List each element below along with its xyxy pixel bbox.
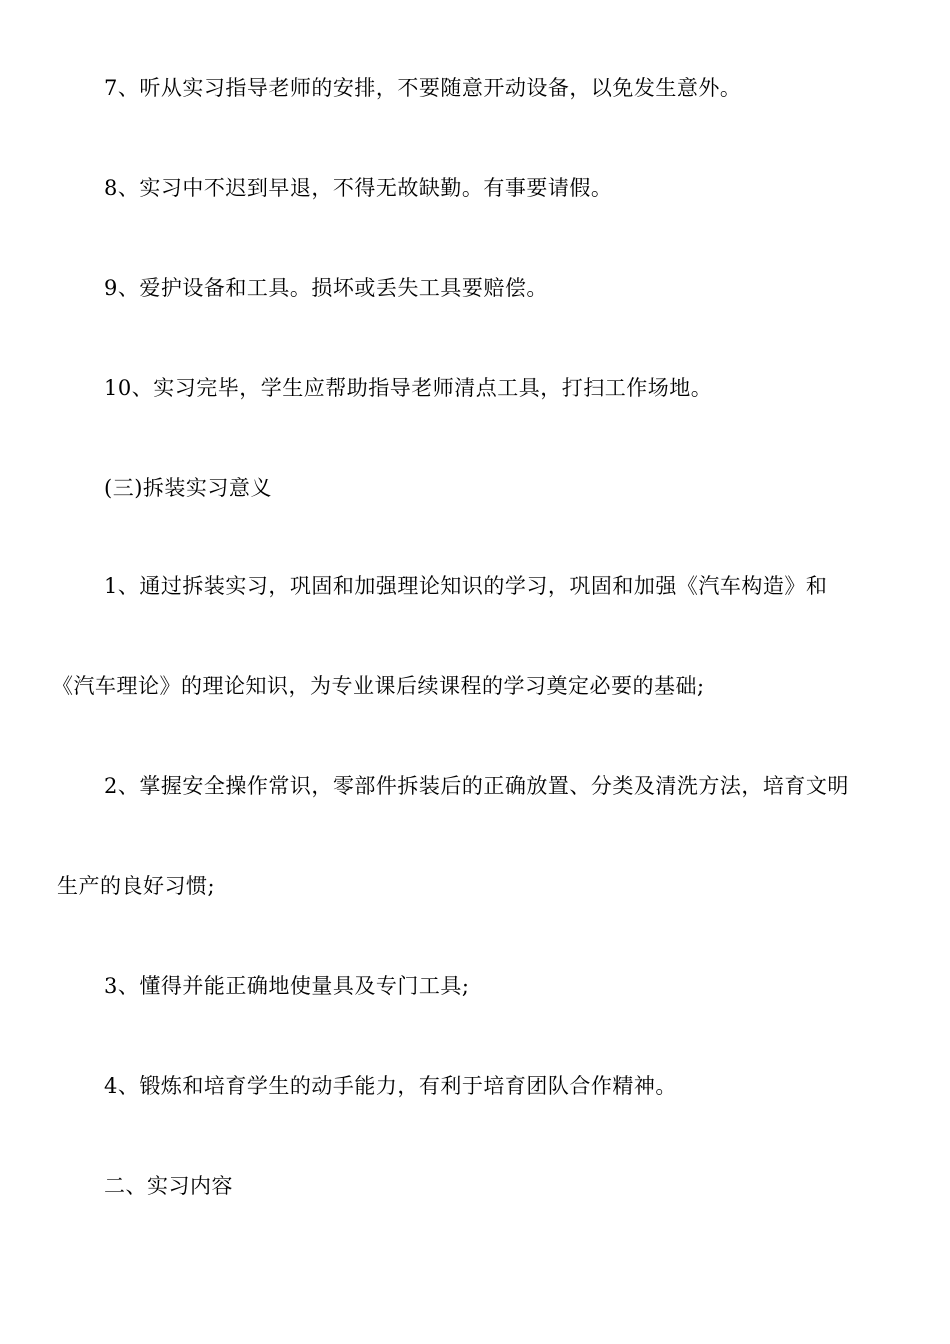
significance-item-1-continued: 《汽车理论》的理论知识，为专业课后续课程的学习奠定必要的基础; (52, 674, 705, 698)
section-heading-content: 二、实习内容 (104, 1174, 233, 1198)
significance-item-2-continued: 生产的良好习惯; (57, 874, 216, 898)
rule-item-8: 8、实习中不迟到早退，不得无故缺勤。有事要请假。 (104, 176, 613, 200)
rule-item-9: 9、爱护设备和工具。损坏或丢失工具要赔偿。 (104, 276, 548, 300)
significance-item-3: 3、懂得并能正确地使量具及专门工具; (104, 974, 470, 998)
section-heading-significance: (三)拆装实习意义 (104, 476, 272, 500)
significance-item-1: 1、通过拆装实习，巩固和加强理论知识的学习，巩固和加强《汽车构造》和 (104, 574, 828, 598)
significance-item-4: 4、锻炼和培育学生的动手能力，有利于培育团队合作精神。 (104, 1074, 677, 1098)
rule-item-10: 10、实习完毕，学生应帮助指导老师清点工具，打扫工作场地。 (104, 376, 713, 400)
significance-item-2: 2、掌握安全操作常识，零部件拆装后的正确放置、分类及清洗方法，培育文明 (104, 774, 849, 798)
rule-item-7: 7、听从实习指导老师的安排，不要随意开动设备，以免发生意外。 (104, 76, 742, 100)
